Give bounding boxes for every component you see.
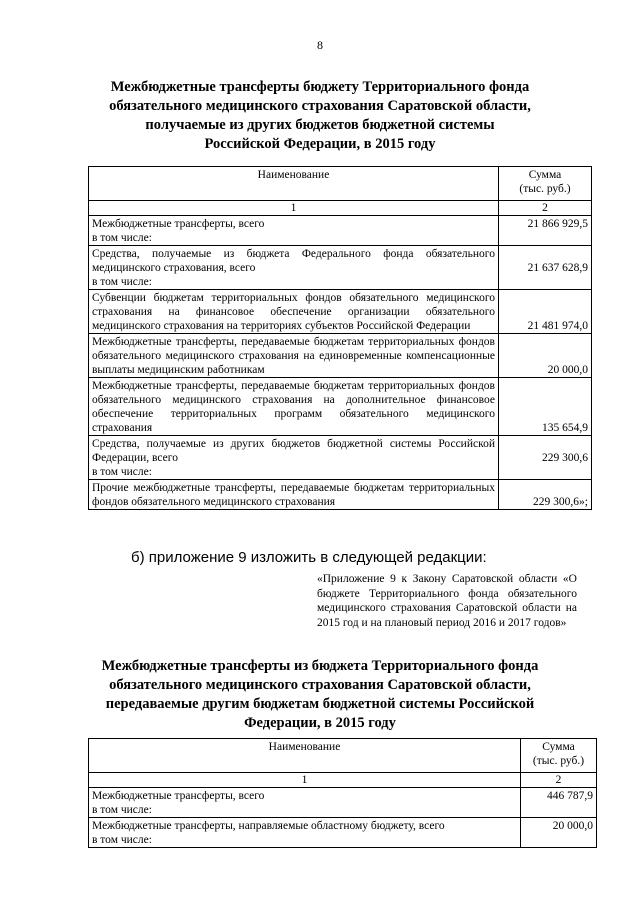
column-number-row <box>89 773 597 788</box>
table2-title-line: передаваемые другим бюджетам бюджетной системы Российской <box>105 696 535 712</box>
row-sum: 21 637 628,9 <box>499 246 592 290</box>
table1 <box>88 166 592 510</box>
row-name <box>89 216 499 246</box>
table-row <box>89 246 592 290</box>
table-row <box>89 334 592 378</box>
table2-title-line: Федерации, в 2015 году <box>244 715 396 731</box>
row-name <box>89 436 499 480</box>
column-number: 1 <box>89 201 499 216</box>
table2 <box>88 738 597 848</box>
row-name-text: Средства, получаемые из других бюджетов бюджетной системы Российской Федерации, всего <box>92 438 495 464</box>
table-row <box>89 436 592 480</box>
row-sub-text: в том числе: <box>92 834 152 846</box>
row-name <box>89 788 521 818</box>
sum-header-line2: (тыс. руб.) <box>519 183 571 195</box>
row-sum: 21 481 974,0 <box>499 290 592 334</box>
table-row <box>89 818 597 848</box>
table1-title-line: обязательного медицинского страхования Саратовской области, <box>109 98 531 114</box>
table-header-row <box>89 167 592 201</box>
column-header-name: Наименование <box>89 739 521 773</box>
table1-title <box>40 78 600 154</box>
column-header-sum <box>499 167 592 201</box>
amendment-text: б) приложение 9 изложить в следующей редакции: <box>131 549 487 566</box>
row-sum: 21 866 929,5 <box>499 216 592 246</box>
row-name <box>89 480 499 510</box>
sum-header-line1: Сумма <box>542 741 575 753</box>
row-name-text: Межбюджетные трансферты, всего <box>92 790 265 802</box>
table-row <box>89 290 592 334</box>
column-number: 2 <box>521 773 597 788</box>
column-number: 2 <box>499 201 592 216</box>
page-number: 8 <box>317 38 323 52</box>
row-name-text: Межбюджетные трансферты, всего <box>92 218 265 230</box>
table-row <box>89 378 592 436</box>
row-sum: 229 300,6»; <box>499 480 592 510</box>
table2-title-line: Межбюджетные трансферты из бюджета Территориального фонда <box>101 658 539 674</box>
table1-title-line: Межбюджетные трансферты бюджету Территориального фонда <box>110 79 530 95</box>
column-number: 1 <box>89 773 521 788</box>
row-name-text: Средства, получаемые из бюджета Федерального фонда обязательного медицинского страхования, всего <box>92 248 495 274</box>
row-name-text: Прочие межбюджетные трансферты, передаваемые бюджетам территориальных фондов обязательного медицинского страхования <box>92 482 495 508</box>
table-row <box>89 480 592 510</box>
row-sub-text: в том числе: <box>92 804 152 816</box>
column-header-name: Наименование <box>89 167 499 201</box>
row-sum: 446 787,9 <box>521 788 597 818</box>
row-sum: 135 654,9 <box>499 378 592 436</box>
row-sum: 20 000,0 <box>521 818 597 848</box>
row-name <box>89 246 499 290</box>
column-header-sum <box>521 739 597 773</box>
table1-title-line: Российской Федерации, в 2015 году <box>204 136 436 152</box>
row-name-text: Субвенции бюджетам территориальных фондов обязательного медицинского страхования на финансовое обеспечение организации обязательного медицинского страхования на территориях субъектов Российской Федерации <box>92 292 495 332</box>
row-name-text: Межбюджетные трансферты, передаваемые бюджетам территориальных фондов обязательного медицинского страхования на дополнительное финансовое обеспечение территориальных программ обязательного медицинского страхования <box>92 380 495 434</box>
row-name-text: Межбюджетные трансферты, направляемые областному бюджету, всего <box>92 820 445 832</box>
table2-title <box>40 657 600 733</box>
row-name <box>89 334 499 378</box>
sum-header-line2: (тыс. руб.) <box>532 755 585 767</box>
table2-title-line: обязательного медицинского страхования Саратовской области, <box>109 677 531 693</box>
annex-heading: «Приложение 9 к Закону Саратовской области «О бюджете Территориального фонда обязательного медицинского страхования Саратовской области на 2015 год и на плановый период 2016 и 2017 годов» <box>317 573 577 629</box>
row-name <box>89 818 521 848</box>
row-name-text: Межбюджетные трансферты, передаваемые бюджетам территориальных фондов обязательного медицинского страхования на единовременные компенсационные выплаты медицинским работникам <box>92 336 495 376</box>
row-sub-text: в том числе: <box>92 276 152 288</box>
table-header-row <box>89 739 597 773</box>
table1-title-line: получаемые из других бюджетов бюджетной системы <box>145 117 495 133</box>
column-number-row <box>89 201 592 216</box>
row-sum: 20 000,0 <box>499 334 592 378</box>
sum-header-line1: Сумма <box>528 169 562 181</box>
row-sub-text: в том числе: <box>92 232 152 244</box>
table-row <box>89 216 592 246</box>
row-sub-text: в том числе: <box>92 466 152 478</box>
table-row <box>89 788 597 818</box>
row-name <box>89 290 499 334</box>
row-sum: 229 300,6 <box>499 436 592 480</box>
row-name <box>89 378 499 436</box>
